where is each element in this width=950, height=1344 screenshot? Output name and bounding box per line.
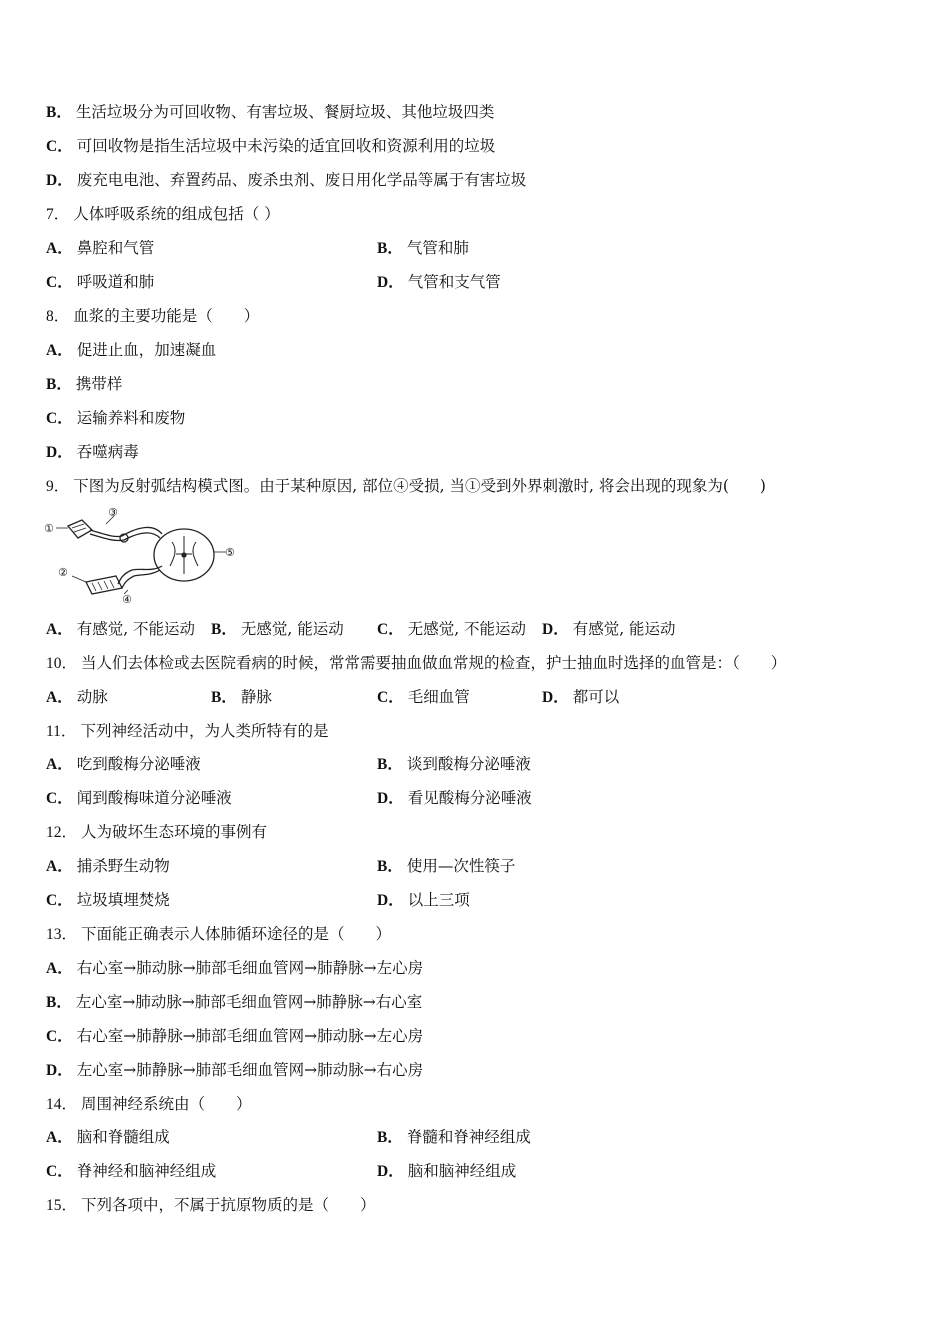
q8-option-c: C． 运输养料和废物 [46,409,186,427]
q13-option-b: B． 左心室→肺动脉→肺部毛细血管网→肺静脉→右心室 [46,993,423,1011]
reflex-arc-figure [44,504,240,606]
figure-label-3: ③ [108,506,118,519]
q10-option-c: C． 毛细血管 [377,688,470,706]
q9-option-c: C． 无感觉, 不能运动 [377,620,527,638]
q9-option-d: D． 有感觉, 能运动 [542,620,676,638]
figure-label-2: ② [58,566,68,579]
q11-option-a: A． 吃到酸梅分泌唾液 [46,755,201,773]
receptor-shape [68,520,92,538]
q6-option-b: B． 生活垃圾分为可回收物、有害垃圾、餐厨垃圾、其他垃圾四类 [46,103,495,121]
figure-label-4: ④ [122,593,132,606]
q6-option-d: D． 废充电电池、弃置药品、废杀虫剂、废日用化学品等属于有害垃圾 [46,171,527,189]
q11-option-c: C． 闻到酸梅味道分泌唾液 [46,789,232,807]
q10-option-a: A． 动脉 [46,688,108,706]
q7-option-c: C． 呼吸道和肺 [46,273,155,291]
q11-option-b: B． 谈到酸梅分泌唾液 [377,755,531,773]
q9-option-a: A． 有感觉, 不能运动 [46,620,196,638]
q12-stem: 12． 人为破坏生态环境的事例有 [46,823,268,841]
q10-stem: 10． 当人们去体检或去医院看病的时候，常常需要抽血做血常规的检查，护士抽血时选择的血管是：（ ） [46,654,787,672]
q13-stem: 13． 下面能正确表示人体肺循环途径的是（ ） [46,925,392,943]
q9-stem: 9． 下图为反射弧结构模式图。由于某种原因, 部位④受损, 当①受到外界刺激时, 将会出现的现象为( ) [46,477,766,495]
q12-option-b: B． 使用—次性筷子 [377,857,516,875]
q7-option-d: D． 气管和支气管 [377,273,501,291]
figure-label-1: ① [44,522,54,535]
q6-option-c: C． 可回收物是指生活垃圾中未污染的适宜回收和资源利用的垃圾 [46,137,496,155]
q8-option-a: A． 促进止血，加速凝血 [46,341,217,359]
q10-option-b: B． 静脉 [211,688,272,706]
q14-option-a: A． 脑和脊髓组成 [46,1128,170,1146]
q11-option-d: D． 看见酸梅分泌唾液 [377,789,532,807]
q8-stem: 8． 血浆的主要功能是（ ） [46,307,260,325]
q14-option-c: C． 脊神经和脑神经组成 [46,1162,217,1180]
q14-option-d: D． 脑和脑神经组成 [377,1162,517,1180]
q9-option-b: B． 无感觉, 能运动 [211,620,344,638]
q8-option-d: D． 吞噬病毒 [46,443,139,461]
q7-stem: 7． 人体呼吸系统的组成包括（ ） [46,205,280,223]
figure-label-5: ⑤ [225,546,235,559]
q8-option-b: B． 携带样 [46,375,123,393]
q13-option-a: A． 右心室→肺动脉→肺部毛细血管网→肺静脉→左心房 [46,959,424,977]
q12-option-a: A． 捕杀野生动物 [46,857,170,875]
effector-shape [86,576,122,594]
q12-option-d: D． 以上三项 [377,891,470,909]
q7-option-b: B． 气管和肺 [377,239,469,257]
q10-option-d: D． 都可以 [542,688,620,706]
q12-option-c: C． 垃圾填埋焚烧 [46,891,170,909]
q14-option-b: B． 脊髓和脊神经组成 [377,1128,531,1146]
q13-option-d: D． 左心室→肺静脉→肺部毛细血管网→肺动脉→右心房 [46,1061,424,1079]
q11-stem: 11． 下列神经活动中，为人类所特有的是 [46,722,329,740]
q15-stem: 15． 下列各项中，不属于抗原物质的是（ ） [46,1196,376,1214]
q7-option-a: A． 鼻腔和气管 [46,239,155,257]
q13-option-c: C． 右心室→肺静脉→肺部毛细血管网→肺动脉→左心房 [46,1027,424,1045]
q14-stem: 14． 周围神经系统由（ ） [46,1095,252,1113]
